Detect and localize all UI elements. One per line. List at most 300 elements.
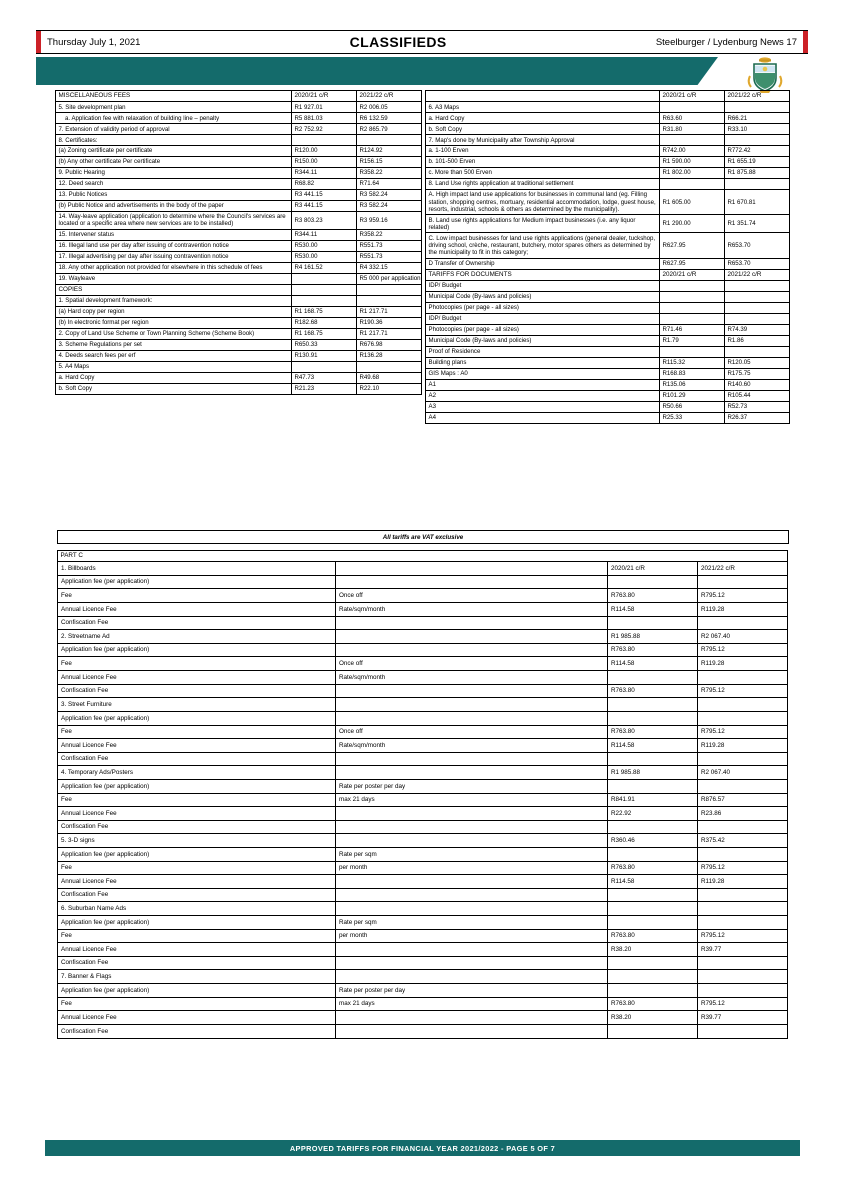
part-c-value-2021 — [698, 711, 788, 725]
part-c-value-2021: R119.28 — [698, 657, 788, 671]
part-c-value-2021: R795.12 — [698, 725, 788, 739]
part-c-detail: Once off — [336, 657, 608, 671]
table-row — [58, 711, 788, 725]
part-c-value-2020 — [608, 1024, 698, 1038]
table-row — [58, 575, 788, 589]
part-c-detail — [336, 888, 608, 902]
part-c-table — [57, 550, 788, 1039]
part-c-label: Fee — [58, 589, 336, 603]
fee-value-2020: R3 441.15 — [292, 189, 357, 200]
fee-value-2020: R344.11 — [292, 168, 357, 179]
table-row — [426, 379, 790, 390]
document-label: Municipal Code (By-laws and policies) — [426, 291, 660, 302]
misc-fees-body — [56, 102, 422, 395]
land-use-label: D Transfer of Ownership — [426, 258, 660, 269]
fee-label: (b) Any other certificate Per certificate — [56, 157, 292, 168]
part-c-value-2020: R1 985.88 — [608, 630, 698, 644]
document-label: IDP/ Budget — [426, 280, 660, 291]
table-row — [56, 211, 422, 229]
fee-value-2021: R358.22 — [357, 230, 422, 241]
land-use-value-2020: R63.60 — [660, 113, 725, 124]
part-c-section — [57, 550, 787, 1039]
part-c-label: Application fee (per application) — [58, 779, 336, 793]
part-c-value-2020 — [608, 902, 698, 916]
part-c-body — [58, 562, 788, 1038]
fee-value-2021: R551.73 — [357, 251, 422, 262]
right-table-blank-header — [426, 91, 660, 102]
land-use-label: 7. Map's done by Municipality after Township Approval — [426, 135, 660, 146]
part-c-label: Fee — [58, 929, 336, 943]
copies-label: (a) Hard copy per region — [56, 307, 292, 318]
fee-value-2021: R156.15 — [357, 157, 422, 168]
miscellaneous-fees-table — [55, 90, 422, 395]
part-c-detail — [336, 807, 608, 821]
document-value-2020: R50.66 — [660, 401, 725, 412]
part-c-value-2021: R119.28 — [698, 739, 788, 753]
part-c-value-2021 — [698, 820, 788, 834]
right-table-col-2021: 2021/22 c/R — [725, 91, 790, 102]
table-row — [426, 113, 790, 124]
copies-value-2020: R21.23 — [292, 383, 357, 394]
part-c-label: 4. Temporary Ads/Posters — [58, 766, 336, 780]
fee-value-2020: R4 161.52 — [292, 262, 357, 273]
copies-value-2021: R136.28 — [357, 350, 422, 361]
part-c-value-2020 — [608, 984, 698, 998]
part-c-value-2020: R360.46 — [608, 834, 698, 848]
land-use-value-2020: R1 802.00 — [660, 168, 725, 179]
part-c-value-2020: R841.91 — [608, 793, 698, 807]
part-c-value-2021 — [698, 698, 788, 712]
documents-col-2021: 2021/22 c/R — [725, 269, 790, 280]
land-use-value-2021: R1 655.19 — [725, 157, 790, 168]
document-label: Municipal Code (By-laws and policies) — [426, 335, 660, 346]
part-c-value-2021: R119.28 — [698, 875, 788, 889]
part-c-value-2021: R795.12 — [698, 997, 788, 1011]
fee-value-2021: R5 000 per application — [357, 273, 422, 284]
copies-value-2020: R650.33 — [292, 339, 357, 350]
fee-value-2021: R2 006.05 — [357, 102, 422, 113]
land-use-value-2021: R772.42 — [725, 146, 790, 157]
land-use-label: C. Low impact businesses for land use rights applications (general dealer, tuckshop, driving school, crèche, restaurant, butchery, motor spares others as determined by the municipality to fit in this category; — [426, 233, 660, 258]
part-c-value-2021 — [698, 779, 788, 793]
copies-value-2021 — [357, 361, 422, 372]
document-value-2021: R140.60 — [725, 379, 790, 390]
copies-header: COPIES — [56, 284, 292, 295]
part-c-detail — [336, 1011, 608, 1025]
table-row — [426, 157, 790, 168]
fee-value-2020: R530.00 — [292, 241, 357, 252]
part-c-value-2020: R1 985.88 — [608, 766, 698, 780]
table-header-row — [426, 91, 790, 102]
table-row — [58, 970, 788, 984]
part-c-detail — [336, 820, 608, 834]
part-c-label: Application fee (per application) — [58, 916, 336, 930]
part-c-detail: Rate/sqm/month — [336, 671, 608, 685]
part-c-label: Application fee (per application) — [58, 984, 336, 998]
table-row — [426, 102, 790, 113]
copies-label: b. Soft Copy — [56, 383, 292, 394]
part-c-detail: max 21 days — [336, 997, 608, 1011]
table-row — [426, 189, 790, 214]
land-use-value-2021: R33.10 — [725, 124, 790, 135]
table-row — [58, 603, 788, 617]
part-c-value-2021 — [698, 752, 788, 766]
part-c-label: Annual Licence Fee — [58, 875, 336, 889]
land-use-label: 8. Land Use rights application at traditional settlement — [426, 178, 660, 189]
land-use-label: b. Soft Copy — [426, 124, 660, 135]
part-c-value-2020 — [608, 820, 698, 834]
fee-label: 15. Intervener status — [56, 230, 292, 241]
part-c-value-2020: R763.80 — [608, 643, 698, 657]
copies-label: 4. Deeds search fees per erf — [56, 350, 292, 361]
upper-tables-block — [55, 90, 789, 424]
part-c-value-2021 — [698, 956, 788, 970]
table-row — [56, 135, 422, 146]
table-row — [58, 807, 788, 821]
fee-value-2021: R71.64 — [357, 178, 422, 189]
table-row — [56, 178, 422, 189]
document-label: Proof of Residence — [426, 346, 660, 357]
table-row — [56, 329, 422, 340]
part-c-label: Fee — [58, 861, 336, 875]
part-c-value-2020: R763.80 — [608, 589, 698, 603]
part-c-value-2021 — [698, 916, 788, 930]
copies-label: (b) In electronic format per region — [56, 318, 292, 329]
copies-value-2021: R22.10 — [357, 383, 422, 394]
table-row — [426, 178, 790, 189]
table-row — [58, 630, 788, 644]
document-value-2020: R168.83 — [660, 368, 725, 379]
copies-header-blank-2020 — [292, 284, 357, 295]
part-c-detail — [336, 575, 608, 589]
part-c-value-2020: R114.58 — [608, 875, 698, 889]
copies-header-row — [56, 284, 422, 295]
land-use-value-2020 — [660, 102, 725, 113]
land-use-label: b. 101-500 Erven — [426, 157, 660, 168]
part-c-title: PART C — [58, 551, 788, 562]
copies-label: 1. Spatial development framework: — [56, 296, 292, 307]
masthead-publication: Steelburger / Lydenburg News 17 — [655, 36, 797, 48]
land-use-value-2020: R627.95 — [660, 258, 725, 269]
copies-value-2021: R676.98 — [357, 339, 422, 350]
part-c-label: 7. Banner & Flags — [58, 970, 336, 984]
land-use-value-2020: R31.80 — [660, 124, 725, 135]
part-c-value-2020 — [608, 916, 698, 930]
part-c-detail: Rate per sqm — [336, 916, 608, 930]
document-value-2021: R175.75 — [725, 368, 790, 379]
fee-value-2020: R1 927.01 — [292, 102, 357, 113]
fee-label: 16. Illegal land use per day after issuing of contravention notice — [56, 241, 292, 252]
land-use-value-2020: R627.95 — [660, 233, 725, 258]
part-c-detail — [336, 970, 608, 984]
document-value-2021 — [725, 346, 790, 357]
table-row — [58, 997, 788, 1011]
fee-value-2021: R124.92 — [357, 146, 422, 157]
land-use-fees-body — [426, 102, 790, 423]
land-use-value-2021: R653.70 — [725, 258, 790, 269]
document-value-2021: R1.86 — [725, 335, 790, 346]
part-c-value-2021 — [698, 848, 788, 862]
fee-value-2021: R6 132.59 — [357, 113, 422, 124]
part-c-value-2021: R39.77 — [698, 1011, 788, 1025]
document-label: Building plans — [426, 357, 660, 368]
part-c-detail: per month — [336, 929, 608, 943]
part-c-detail — [336, 562, 608, 576]
document-value-2020 — [660, 313, 725, 324]
table-row — [58, 671, 788, 685]
part-c-value-2021: R119.28 — [698, 603, 788, 617]
table-row — [426, 390, 790, 401]
part-c-label: Fee — [58, 793, 336, 807]
fee-value-2020 — [292, 135, 357, 146]
table-row — [426, 324, 790, 335]
part-c-detail: Rate per sqm — [336, 848, 608, 862]
part-c-detail: Once off — [336, 589, 608, 603]
part-c-label: 3. Street Furniture — [58, 698, 336, 712]
misc-fees-col-2021: 2021/22 c/R — [357, 91, 422, 102]
table-row — [56, 146, 422, 157]
part-c-detail: per month — [336, 861, 608, 875]
masthead-date: Thursday July 1, 2021 — [47, 36, 141, 48]
land-use-value-2020: R742.00 — [660, 146, 725, 157]
table-row — [56, 372, 422, 383]
document-value-2020 — [660, 346, 725, 357]
table-row — [56, 383, 422, 394]
part-c-detail — [336, 616, 608, 630]
page-title: CLASSIFIEDS — [349, 34, 447, 50]
table-row — [58, 562, 788, 576]
document-value-2021: R105.44 — [725, 390, 790, 401]
part-c-value-2021: R2 067.40 — [698, 630, 788, 644]
copies-label: 5. A4 Maps — [56, 361, 292, 372]
land-use-value-2021: R66.21 — [725, 113, 790, 124]
table-row — [426, 357, 790, 368]
part-c-detail — [336, 630, 608, 644]
right-table-col-2020: 2020/21 c/R — [660, 91, 725, 102]
document-label: A1 — [426, 379, 660, 390]
table-row — [58, 834, 788, 848]
table-row — [56, 241, 422, 252]
land-use-value-2021 — [725, 178, 790, 189]
part-c-value-2021 — [698, 888, 788, 902]
part-c-value-2020: R763.80 — [608, 861, 698, 875]
table-row — [426, 135, 790, 146]
copies-value-2021 — [357, 296, 422, 307]
fee-value-2020: R120.00 — [292, 146, 357, 157]
part-c-label: Annual Licence Fee — [58, 943, 336, 957]
copies-value-2020: R47.73 — [292, 372, 357, 383]
document-value-2021 — [725, 291, 790, 302]
part-c-value-2021: R795.12 — [698, 684, 788, 698]
land-use-label: c. More than 500 Erven — [426, 168, 660, 179]
fee-label: 9. Public Hearing — [56, 168, 292, 179]
fee-label: (a) Zoning certificate per certificate — [56, 146, 292, 157]
fee-value-2021: R4 332.15 — [357, 262, 422, 273]
table-row — [58, 643, 788, 657]
table-row — [426, 302, 790, 313]
masthead — [36, 30, 808, 54]
part-c-detail — [336, 752, 608, 766]
land-use-value-2021 — [725, 135, 790, 146]
table-row — [56, 189, 422, 200]
document-label: A4 — [426, 412, 660, 423]
table-row — [56, 350, 422, 361]
documents-header-row — [426, 269, 790, 280]
table-row — [56, 296, 422, 307]
table-row — [56, 251, 422, 262]
table-row — [58, 779, 788, 793]
part-c-value-2021 — [698, 970, 788, 984]
part-c-value-2020 — [608, 698, 698, 712]
fee-label: 19. Wayleave — [56, 273, 292, 284]
table-row — [426, 313, 790, 324]
table-row — [426, 258, 790, 269]
part-c-value-2021 — [698, 1024, 788, 1038]
part-c-detail — [336, 943, 608, 957]
part-c-value-2021: R39.77 — [698, 943, 788, 957]
part-c-value-2021: R23.86 — [698, 807, 788, 821]
part-c-value-2021: R795.12 — [698, 643, 788, 657]
table-header-row — [56, 91, 422, 102]
fee-label: 14. Way-leave application (application to determine where the Council's services are located or a specific area where new services are to be installed) — [56, 211, 292, 229]
miscellaneous-fees-column — [55, 90, 421, 395]
fee-value-2020: R150.00 — [292, 157, 357, 168]
documents-col-2020: 2020/21 c/R — [660, 269, 725, 280]
document-value-2020: R1.79 — [660, 335, 725, 346]
copies-value-2021: R49.68 — [357, 372, 422, 383]
fee-label: 18. Any other application not provided for elsewhere in this schedule of fees — [56, 262, 292, 273]
fee-value-2020: R3 441.15 — [292, 200, 357, 211]
part-c-value-2020: R38.20 — [608, 943, 698, 957]
table-row — [426, 412, 790, 423]
table-row — [58, 616, 788, 630]
part-c-label: Confiscation Fee — [58, 1024, 336, 1038]
footer-band — [45, 1140, 800, 1156]
document-value-2020: R115.32 — [660, 357, 725, 368]
copies-value-2021: R190.36 — [357, 318, 422, 329]
document-value-2020 — [660, 291, 725, 302]
part-c-label: Confiscation Fee — [58, 752, 336, 766]
part-c-label: Fee — [58, 657, 336, 671]
part-c-label: Application fee (per application) — [58, 575, 336, 589]
fee-label: a. Application fee with relaxation of building line – penalty — [56, 113, 292, 124]
fee-value-2020 — [292, 273, 357, 284]
table-row — [56, 262, 422, 273]
part-c-detail: Rate per poster per day — [336, 779, 608, 793]
part-c-label: Confiscation Fee — [58, 956, 336, 970]
document-value-2020: R71.46 — [660, 324, 725, 335]
table-row — [56, 113, 422, 124]
land-use-label: a. Hard Copy — [426, 113, 660, 124]
table-row — [426, 124, 790, 135]
part-c-label: Confiscation Fee — [58, 888, 336, 902]
fee-label: 17. Illegal advertising per day after issuing contravention notice — [56, 251, 292, 262]
land-use-fees-table — [425, 90, 790, 424]
land-use-label: A. High impact land use applications for businesses in communal land (eg. Filling station, shopping centres, mortuary, residential accommodation, lodge, guest house, resorts, industrial, schools & others as determined by the municipality). — [426, 189, 660, 214]
table-row — [426, 401, 790, 412]
part-c-detail: Once off — [336, 725, 608, 739]
part-c-value-2021: R375.42 — [698, 834, 788, 848]
part-c-detail — [336, 766, 608, 780]
document-value-2020: R135.06 — [660, 379, 725, 390]
part-c-title-row — [58, 551, 788, 562]
copies-value-2020 — [292, 296, 357, 307]
fee-label: 7. Extension of validity period of approval — [56, 124, 292, 135]
land-use-label: 6. A3 Maps — [426, 102, 660, 113]
part-c-value-2020: R114.58 — [608, 657, 698, 671]
table-row — [58, 725, 788, 739]
table-row — [426, 168, 790, 179]
part-c-value-2020 — [608, 888, 698, 902]
part-c-value-2020 — [608, 970, 698, 984]
masthead-endcap-right — [803, 31, 808, 53]
part-c-label: 2. Streetname Ad — [58, 630, 336, 644]
land-use-value-2020: R1 290.00 — [660, 215, 725, 233]
table-row — [58, 902, 788, 916]
part-c-value-2020 — [608, 671, 698, 685]
document-label: IDP/ Budget — [426, 313, 660, 324]
table-row — [58, 752, 788, 766]
table-row — [58, 875, 788, 889]
part-c-value-2020 — [608, 848, 698, 862]
table-row — [58, 739, 788, 753]
part-c-col-2021: 2021/22 c/R — [698, 562, 788, 576]
fee-label: 13. Public Notices — [56, 189, 292, 200]
fee-value-2021: R358.22 — [357, 168, 422, 179]
part-c-col-2020: 2020/21 c/R — [608, 562, 698, 576]
table-row — [56, 230, 422, 241]
part-c-value-2020 — [608, 956, 698, 970]
copies-value-2021: R1 217.71 — [357, 307, 422, 318]
document-value-2021 — [725, 302, 790, 313]
land-use-value-2021 — [725, 102, 790, 113]
copies-value-2020: R1 168.75 — [292, 329, 357, 340]
part-c-label: Application fee (per application) — [58, 643, 336, 657]
land-use-value-2021: R1 351.74 — [725, 215, 790, 233]
document-value-2021: R52.73 — [725, 401, 790, 412]
misc-fees-col-2020: 2020/21 c/R — [292, 91, 357, 102]
table-row — [426, 215, 790, 233]
document-label: A2 — [426, 390, 660, 401]
fee-value-2020: R530.00 — [292, 251, 357, 262]
table-row — [426, 233, 790, 258]
vat-exclusive-note: All tariffs are VAT exclusive — [57, 530, 789, 544]
table-row — [426, 291, 790, 302]
fee-value-2020: R5 881.03 — [292, 113, 357, 124]
copies-value-2020: R130.91 — [292, 350, 357, 361]
land-use-label: B. Land use rights applications for Medium impact businesses (i.e. any liquor related) — [426, 215, 660, 233]
footer-text: APPROVED TARIFFS FOR FINANCIAL YEAR 2021/2022 - PAGE 5 OF 7 — [289, 1143, 556, 1153]
part-c-label: Annual Licence Fee — [58, 739, 336, 753]
copies-label: a. Hard Copy — [56, 372, 292, 383]
land-use-value-2020 — [660, 178, 725, 189]
part-c-detail: Rate per poster per day — [336, 984, 608, 998]
municipal-crest-icon — [745, 54, 785, 94]
land-use-value-2021: R1 670.81 — [725, 189, 790, 214]
part-c-value-2020 — [608, 779, 698, 793]
table-row — [56, 200, 422, 211]
table-row — [58, 956, 788, 970]
land-use-value-2021: R1 875.88 — [725, 168, 790, 179]
table-row — [58, 684, 788, 698]
part-c-value-2021: R2 067.40 — [698, 766, 788, 780]
part-c-value-2021 — [698, 984, 788, 998]
fee-value-2021: R551.73 — [357, 241, 422, 252]
document-value-2020 — [660, 302, 725, 313]
part-c-value-2021 — [698, 671, 788, 685]
table-row — [58, 943, 788, 957]
table-row — [58, 929, 788, 943]
